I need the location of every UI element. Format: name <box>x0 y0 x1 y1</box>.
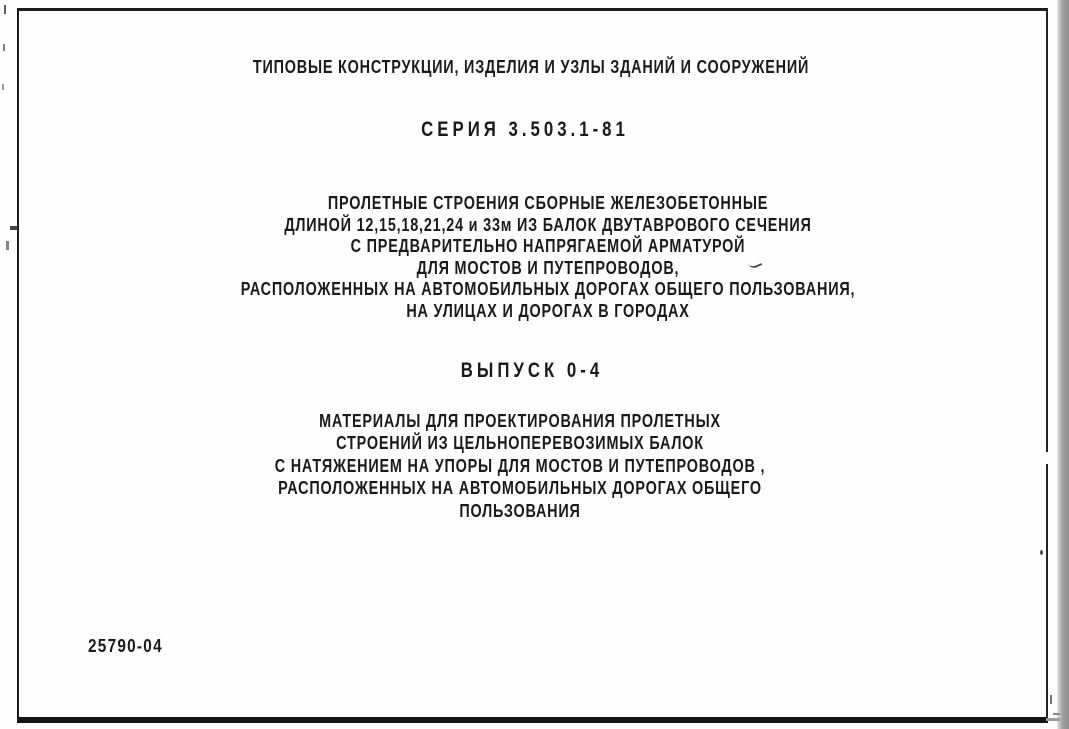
main-title-line: ДЛИНОЙ 12,15,18,21,24 и 33м ИЗ БАЛОК ДВУТАВРОВОГО СЕЧЕНИЯ <box>284 214 812 235</box>
bottom-rule-tail <box>1046 718 1060 721</box>
issue-title: ВЫПУСК 0-4 <box>460 359 604 382</box>
subtitle-line: ПОЛЬЗОВАНИЯ <box>459 500 581 521</box>
margin-speck <box>3 44 5 51</box>
series-title: СЕРИЯ 3.503.1-81 <box>421 118 629 141</box>
main-title-block <box>124 193 972 322</box>
margin-speck <box>4 5 6 14</box>
main-title-line: ДЛЯ МОСТОВ И ПУТЕПРОВОДОВ, <box>416 257 680 278</box>
subtitle-line: С НАТЯЖЕНИЕМ НА УПОРЫ ДЛЯ МОСТОВ И ПУТЕПРОВОДОВ , <box>274 455 766 476</box>
scanner-edge-strip <box>1057 0 1069 729</box>
document-header: ТИПОВЫЕ КОНСТРУКЦИИ, ИЗДЕЛИЯ И УЗЛЫ ЗДАНИЙ И СООРУЖЕНИЙ <box>252 57 810 77</box>
frame-border-gap <box>1044 452 1049 464</box>
corner-dash-artifact <box>1050 695 1052 704</box>
main-title-line: С ПРЕДВАРИТЕЛЬНО НАПРЯГАЕМОЙ АРМАТУРОЙ <box>350 236 746 256</box>
corner-dash-artifact <box>1053 713 1060 715</box>
subtitle-line: РАСПОЛОЖЕННЫХ НА АВТОМОБИЛЬНЫХ ДОРОГАХ ОБЩЕГО <box>278 478 762 499</box>
main-title-line: РАСПОЛОЖЕННЫХ НА АВТОМОБИЛЬНЫХ ДОРОГАХ ОБЩЕГО ПОЛЬЗОВАНИЯ, <box>240 279 856 299</box>
main-title-line: НА УЛИЦАХ И ДОРОГАХ В ГОРОДАХ <box>406 300 690 321</box>
document-number: 25790-04 <box>88 636 163 656</box>
margin-speck <box>10 226 18 230</box>
subtitle-line: СТРОЕНИЙ ИЗ ЦЕЛЬНОПЕРЕВОЗИМЫХ БАЛОК <box>336 433 704 454</box>
ink-speck <box>1040 550 1043 555</box>
subtitle-line: МАТЕРИАЛЫ ДЛЯ ПРОЕКТИРОВАНИЯ ПРОЛЕТНЫХ <box>319 411 721 431</box>
margin-speck <box>6 241 9 250</box>
main-title-line: ПРОЛЕТНЫЕ СТРОЕНИЯ СБОРНЫЕ ЖЕЛЕЗОБЕТОННЫЕ <box>327 193 769 213</box>
subtitle-block <box>104 410 936 522</box>
margin-speck <box>2 84 4 90</box>
